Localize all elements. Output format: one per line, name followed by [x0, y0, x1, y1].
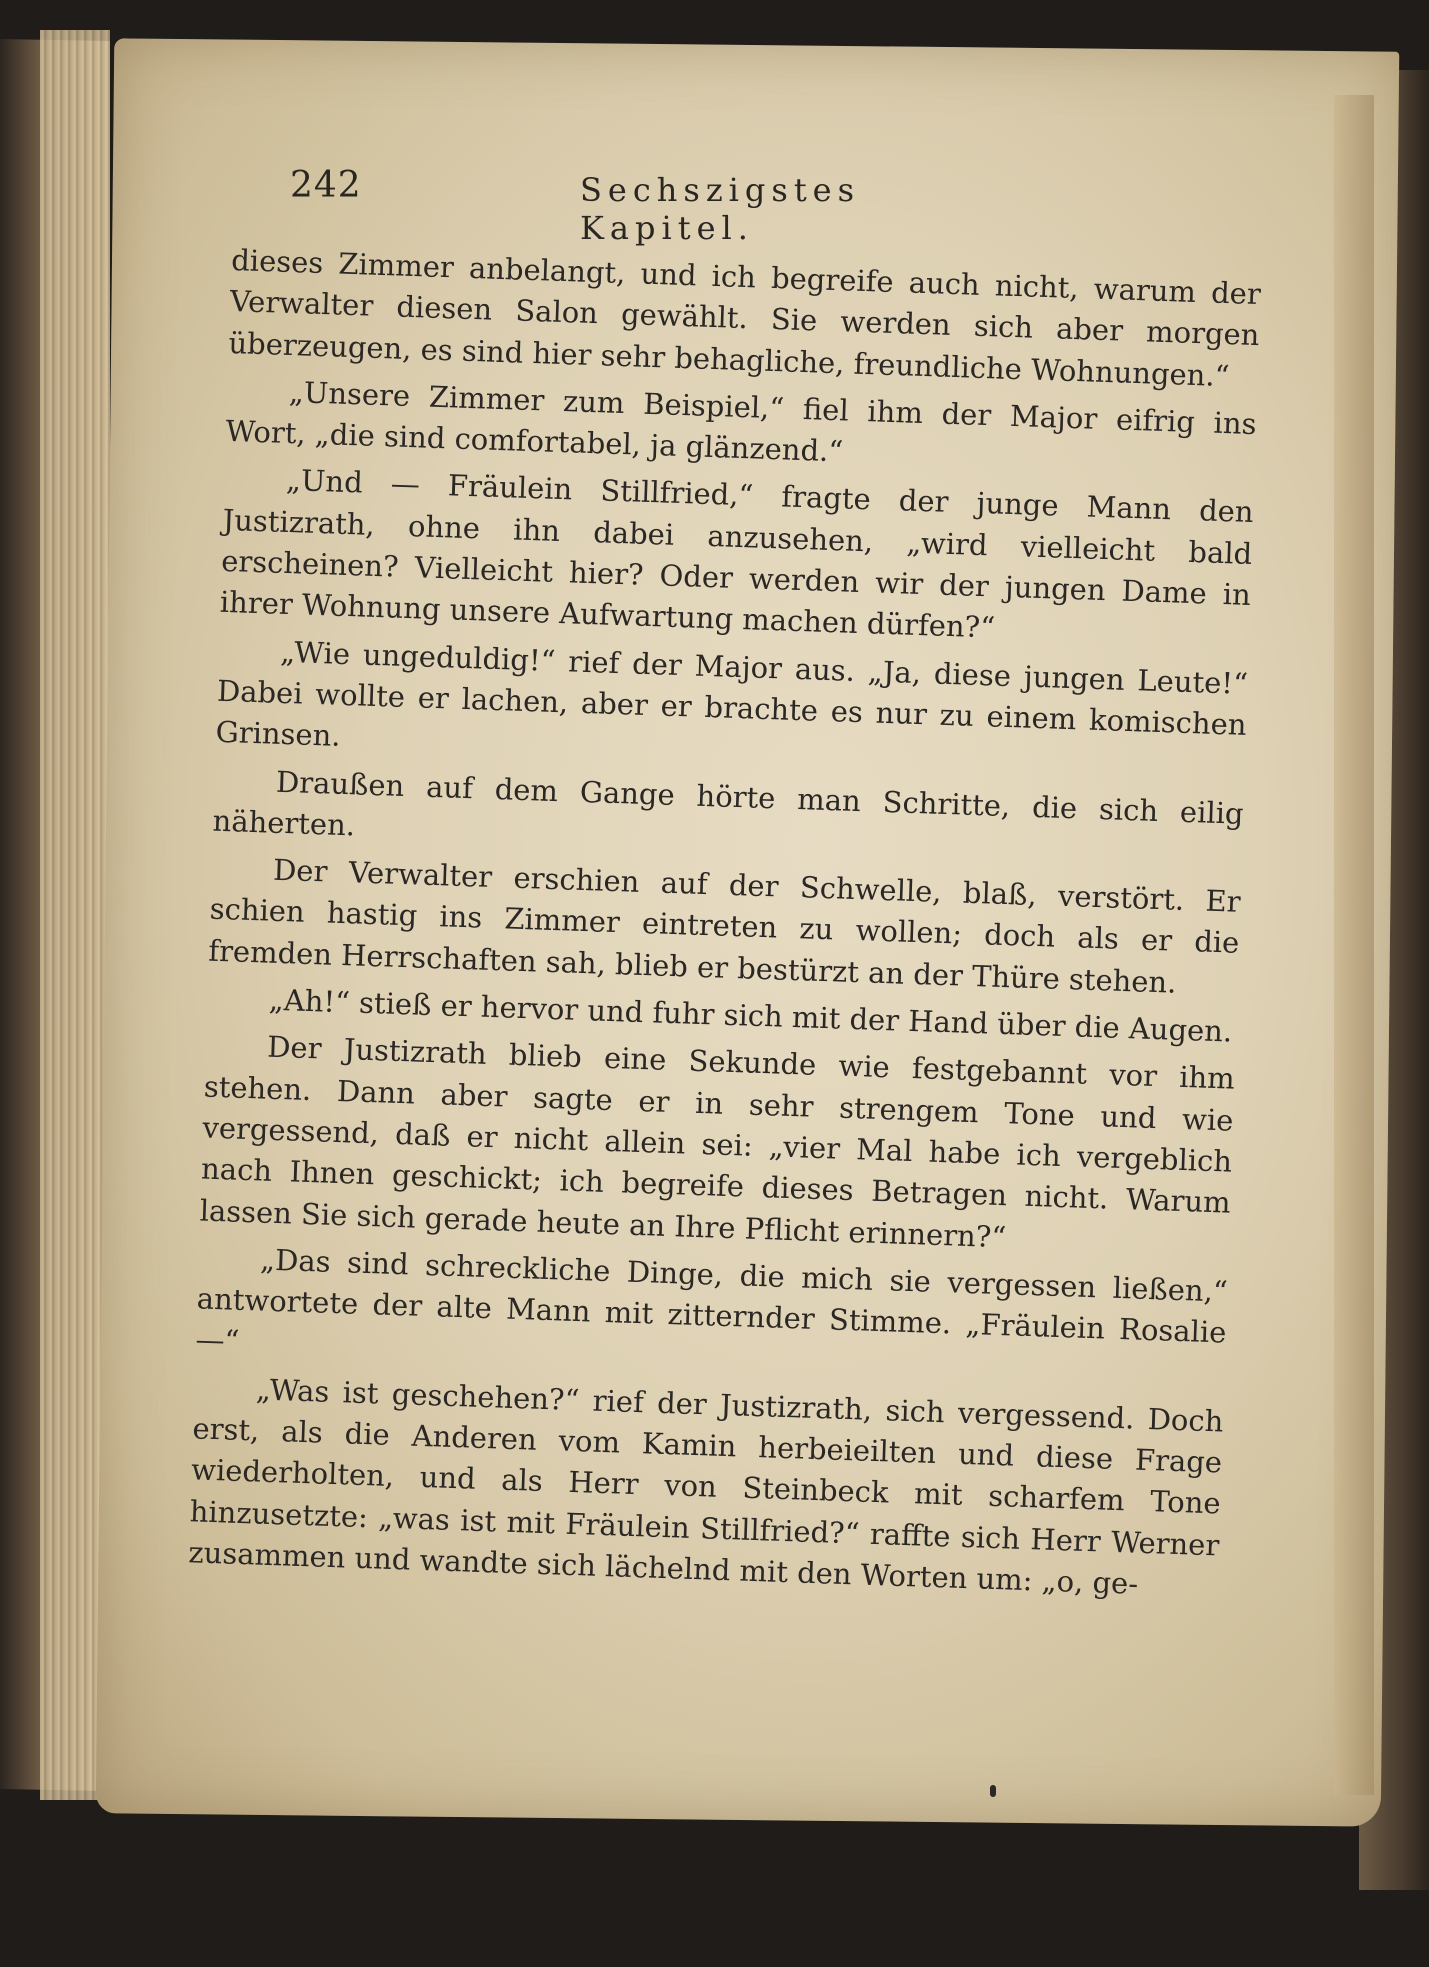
page-header — [290, 165, 990, 247]
paragraph: „Ah!“ stieß er hervor und fuhr sich mit der Hand über die Augen. — [268, 982, 1233, 1049]
page-body-text — [184, 240, 1261, 1713]
paragraph: „Unsere Zimmer zum Beispiel,“ fiel ihm der Major eifrig ins Wort, „die sind comfortabel, ja glänzend.“ — [225, 374, 1258, 469]
paragraph: Draußen auf dem Gange hörte man Schritte, die sich eilig näherten. — [212, 764, 1245, 843]
paragraph: Der Verwalter erschien auf der Schwelle, blaß, verstört. Er schien hastig ins Zimmer eintreten zu wollen; doch als er die fremden Herrschaften sah, blieb er bestürzt an der Thüre stehen. — [207, 852, 1242, 1000]
paragraph: „Wie ungeduldig!“ rief der Major aus. „Ja, diese jungen Leute!“ Dabei wollte er lachen, aber er brachte es nur zu einem komischen Grinsen. — [215, 634, 1249, 754]
paragraph: Der Justizrath blieb eine Sekunde wie festgebannt vor ihm stehen. Dann aber sagte er in sehr strengem Tone und wie vergessend, daß er nicht allein sei: „vier Mal habe ich vergeblich nach Ihnen geschickt; ich begreife dieses Betragen nicht. Warum lassen Sie sich gerade heute an Ihre Pflicht erinnern?“ — [199, 1029, 1236, 1254]
page-edge-shadow — [1334, 95, 1374, 1795]
running-head: Sechszigstes Kapitel. — [580, 171, 861, 247]
paragraph: „Was ist geschehen?“ rief der Justizrath, sich vergessend. Doch erst, als die Anderen vom Kamin herbeieilten und diese Frage wiederholten, und als Herr von Steinbeck mit scharfem Tone hinzusetzte: „was ist mit Fräulein Stillfried?“ raffte sich Herr Werner zusammen und wandte sich lächelnd mit den Worten um: „o, ge- — [187, 1372, 1224, 1601]
page-number: 242 — [290, 165, 362, 206]
paragraph: „Und — Fräulein Stillfried,“ fragte der junge Mann den Justizrath, ohne ihn dabei anzusehen, „wird vielleicht bald erscheinen? Vielleicht hier? Oder werden wir der jungen Dame in ihrer Wohnung unsere Aufwartung machen dürfen?“ — [219, 463, 1255, 645]
ink-speck — [990, 1785, 996, 1797]
paragraph: dieses Zimmer anbelangt, und ich begreife auch nicht, warum der Verwalter diesen Salon gewählt. Sie werden sich aber morgen überzeugen, es sind hier sehr behagliche, freundliche Wohnungen.“ — [228, 242, 1262, 393]
paragraph: „Das sind schreckliche Dinge, die mich sie vergessen ließen,“ antwortete der alte Mann mit zitternder Stimme. „Fräulein Rosalie —“ — [194, 1242, 1229, 1359]
